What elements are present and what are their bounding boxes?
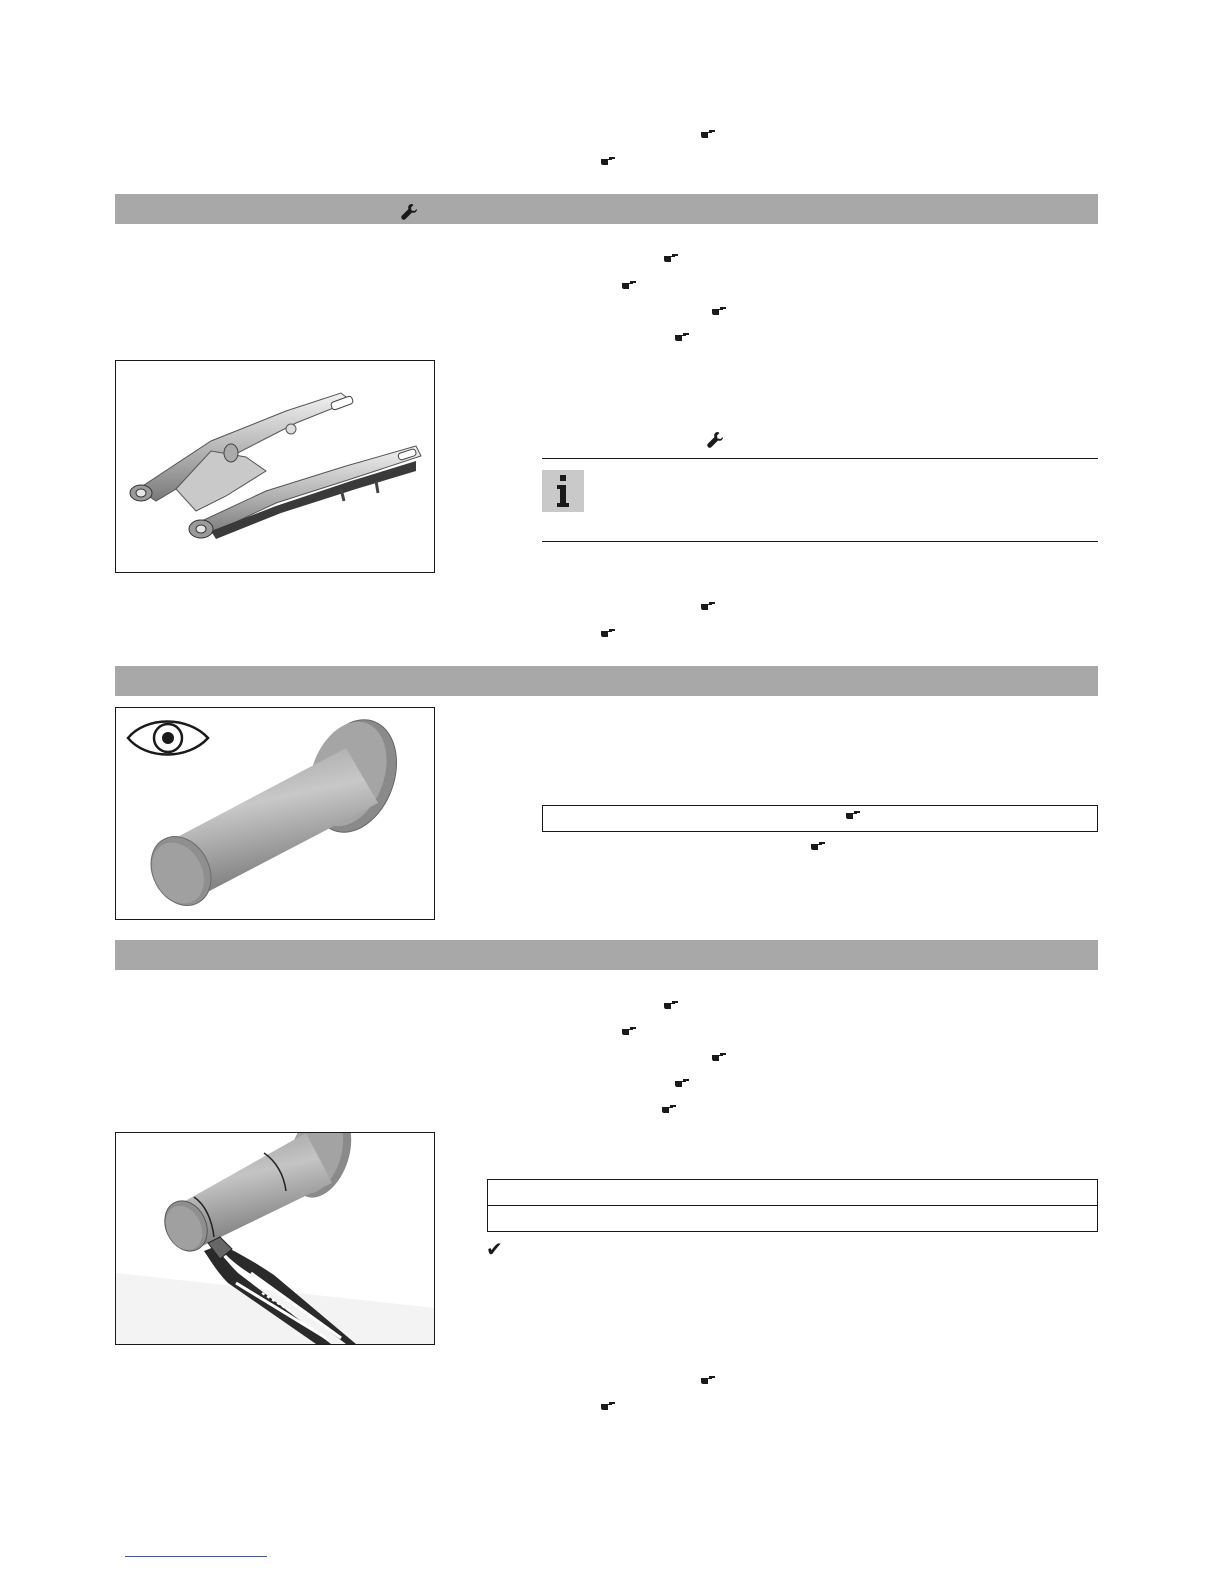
spec-row	[487, 1179, 1098, 1206]
pointing-hand-icon[interactable]	[661, 1104, 677, 1114]
pointing-hand-icon[interactable]	[700, 129, 716, 139]
section-header-2	[115, 666, 1098, 696]
wrench-icon	[400, 203, 418, 221]
pointing-hand-icon[interactable]	[700, 1375, 716, 1385]
pointing-hand-icon[interactable]	[600, 1401, 616, 1411]
circlip-pliers-figure	[115, 1132, 435, 1345]
pointing-hand-icon[interactable]	[621, 280, 637, 290]
footer-link[interactable]	[125, 1556, 267, 1557]
note-bottom-rule	[542, 541, 1098, 542]
pointing-hand-icon[interactable]	[674, 332, 690, 342]
spec-row	[542, 805, 1098, 832]
section-header-3	[115, 940, 1098, 970]
info-icon	[542, 470, 584, 512]
pointing-hand-icon[interactable]	[711, 1052, 727, 1062]
pointing-hand-icon[interactable]	[621, 1026, 637, 1036]
pivot-shaft-figure	[115, 707, 435, 920]
pointing-hand-icon[interactable]	[663, 1000, 679, 1010]
checkmark-icon: ✔	[486, 1239, 503, 1261]
pointing-hand-icon[interactable]	[810, 841, 826, 851]
swingarm-figure	[115, 360, 435, 573]
pointing-hand-icon[interactable]	[600, 628, 616, 638]
pointing-hand-icon[interactable]	[700, 601, 716, 611]
eye-icon	[128, 722, 208, 755]
section-header-1	[115, 194, 1098, 224]
pointing-hand-icon[interactable]	[711, 306, 727, 316]
pointing-hand-icon[interactable]	[600, 156, 616, 166]
wrench-icon	[706, 431, 724, 449]
pointing-hand-icon[interactable]	[845, 810, 861, 820]
note-top-rule	[542, 458, 1098, 459]
pointing-hand-icon[interactable]	[663, 253, 679, 263]
spec-row	[487, 1205, 1098, 1232]
pointing-hand-icon[interactable]	[674, 1078, 690, 1088]
